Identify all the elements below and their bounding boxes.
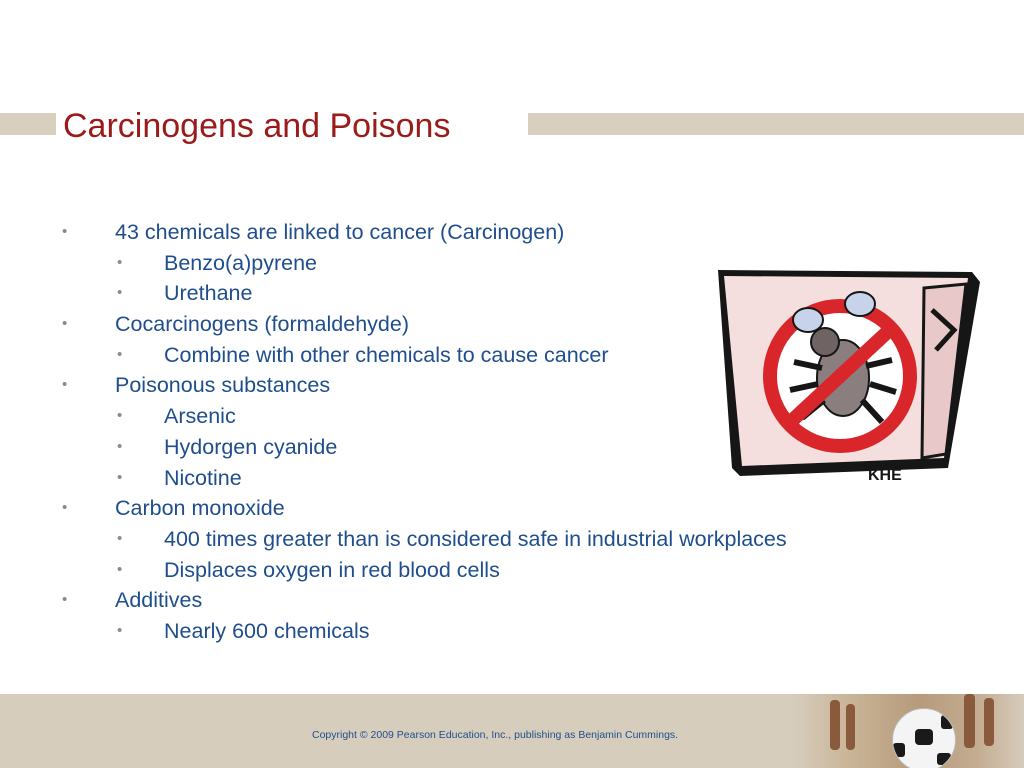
bullet-list [0, 217, 787, 647]
bullet-marker: • [117, 284, 123, 302]
bullet-item [0, 585, 720, 616]
bullet-item [0, 493, 720, 524]
bullet-text: Displaces oxygen in red blood cells [164, 557, 500, 582]
footer-beach-photo [792, 694, 1024, 768]
bullet-text: Additives [115, 588, 203, 613]
bullet-marker: • [117, 621, 123, 639]
bullet-marker: • [117, 345, 123, 363]
bullet-marker: • [117, 437, 123, 455]
bullet-marker: • [117, 407, 123, 425]
copyright-text: Copyright © 2009 Pearson Education, Inc., publishing as Benjamin Cummings. [312, 729, 679, 741]
bullet-marker: • [62, 591, 68, 609]
bullet-item [0, 370, 720, 401]
bullet-marker: • [62, 315, 68, 333]
bullet-text: Carbon monoxide [115, 496, 285, 521]
sub-bullet-item [0, 278, 720, 309]
bullet-marker: • [62, 223, 68, 240]
bullet-marker: • [117, 468, 123, 486]
bullet-text: Poisonous substances [115, 373, 331, 398]
sub-bullet-item [0, 555, 720, 586]
bullet-marker: • [62, 376, 68, 394]
sub-bullet-item [0, 432, 720, 463]
sub-bullet-item [0, 463, 720, 494]
sub-bullet-item [0, 524, 787, 555]
bullet-text: Combine with other chemicals to cause cancer [164, 342, 609, 367]
no-bugs-sign-icon [710, 258, 986, 494]
bullet-text: 400 times greater than is considered safe in industrial workplaces [164, 526, 787, 551]
bullet-text: Cocarcinogens (formaldehyde) [115, 312, 409, 337]
bullet-item [0, 217, 720, 248]
sub-bullet-item [0, 401, 720, 432]
sub-bullet-item [0, 340, 720, 371]
bullet-marker: • [62, 499, 68, 517]
bullet-text: Urethane [164, 281, 253, 306]
bullet-text: Nicotine [164, 465, 242, 490]
bullet-text: 43 chemicals are linked to cancer (Carcinogen) [115, 220, 565, 244]
bullet-marker: • [117, 253, 123, 271]
bullet-marker: • [117, 560, 123, 578]
clipart-signature: KHE [868, 467, 902, 484]
sub-bullet-item [0, 616, 720, 647]
bullet-text: Hydorgen cyanide [164, 434, 338, 459]
sub-bullet-item [0, 248, 720, 279]
bullet-text: Benzo(a)pyrene [164, 250, 317, 275]
bullet-marker: • [117, 529, 123, 547]
soccer-ball-icon [892, 708, 956, 768]
slide-title: Carcinogens and Poisons [63, 107, 451, 145]
bullet-text: Nearly 600 chemicals [164, 618, 370, 643]
bullet-item [0, 309, 720, 340]
bullet-text: Arsenic [164, 404, 236, 429]
